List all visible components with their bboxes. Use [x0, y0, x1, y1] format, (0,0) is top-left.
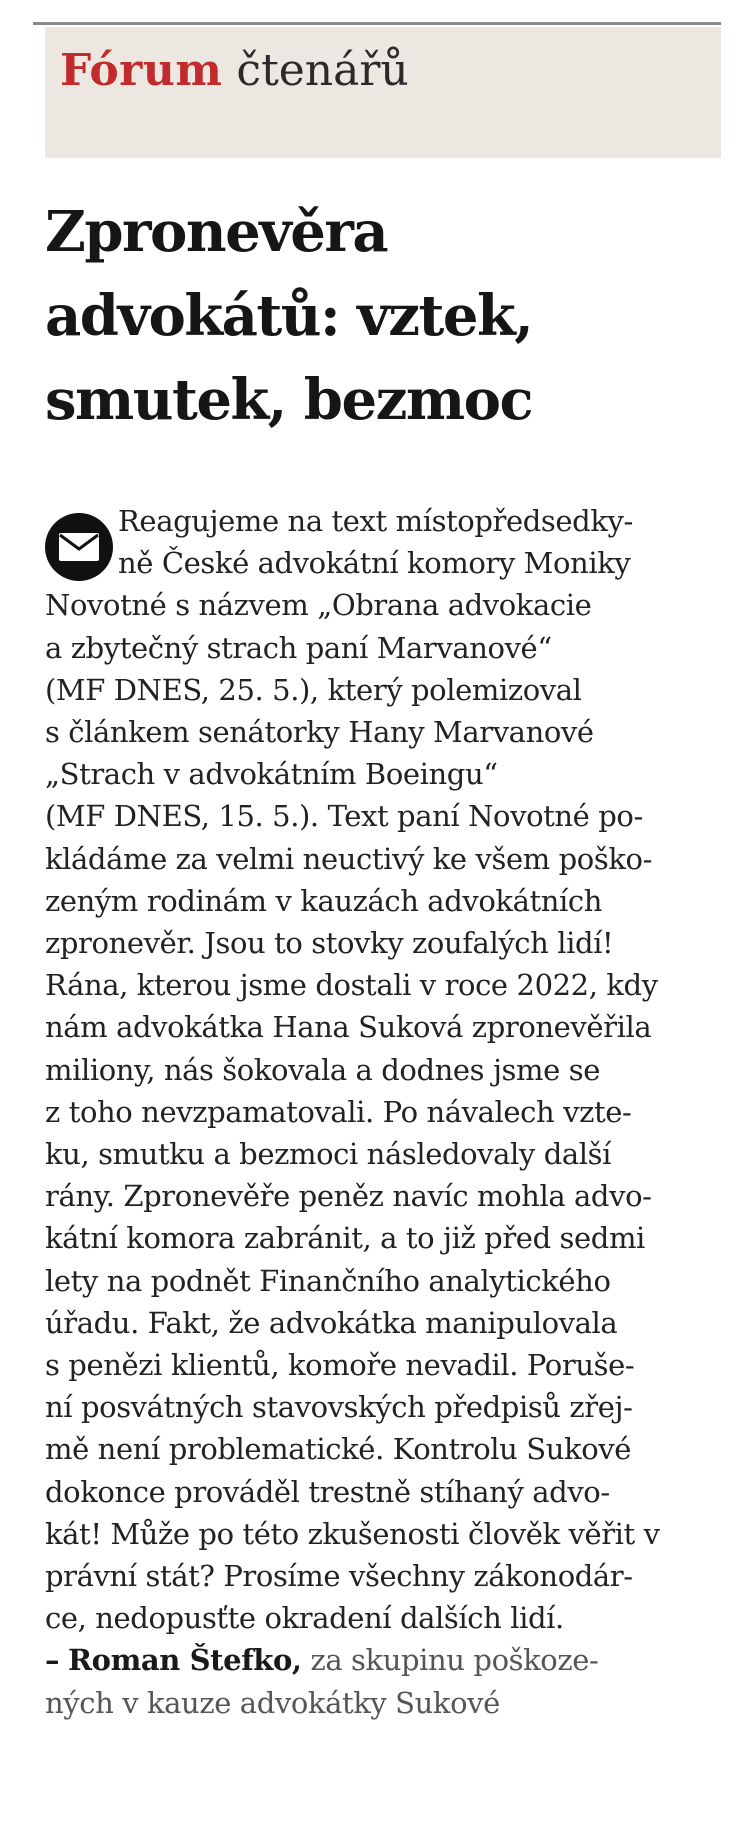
headline-line: Zpronevěra [45, 199, 388, 265]
body-text-line: Rána, kterou jsme dostali v roce 2022, kdy [45, 968, 658, 1003]
top-rule-divider [33, 22, 721, 25]
body-text-line: lety na podnět Finančního analytického [45, 1263, 611, 1298]
body-text-line: z toho nevzpamatovali. Po návalech vzte- [45, 1094, 632, 1129]
body-text-line: Reagujeme na text místopředsedky- [118, 504, 633, 538]
body-text-line: Novotné s názvem „Obrana advokacie [45, 588, 592, 623]
body-text-line: dokonce prováděl trestně stíhaný advo- [45, 1474, 610, 1509]
body-text-line: (MF DNES, 15. 5.). Text paní Novotné po- [45, 799, 643, 834]
section-title-accent: Fórum [60, 45, 223, 96]
body-text-line: „Strach v advokátním Boeingu“ [45, 757, 498, 792]
signature-affiliation-cont: ných v kauze advokátky Sukové [45, 1685, 500, 1720]
body-text-line: miliony, nás šokovala a dodnes jsme se [45, 1052, 600, 1087]
body-text-line: nám advokátka Hana Suková zpronevěřila [45, 1010, 652, 1045]
body-text-line: ku, smutku a bezmoci následovaly další [45, 1137, 612, 1171]
body-text-line: ní posvátných stavovských předpisů zřej- [45, 1390, 633, 1425]
body-text-line: ně České advokátní komory Moniky [118, 546, 631, 581]
signature-line [45, 1682, 500, 1724]
article-headline [45, 190, 705, 442]
section-title [60, 44, 409, 98]
signature-name: Roman Štefko, [67, 1643, 302, 1678]
headline-line: advokátů: vztek, [45, 283, 533, 349]
body-text-line: s článkem senátorky Hany Marvanové [45, 715, 594, 749]
body-text-line: právní stát? Prosíme všechny zákonodár- [45, 1559, 633, 1593]
section-title-rest: čtenářů [236, 45, 409, 96]
body-text-line: kládáme za velmi neuctivý ke všem poško- [45, 841, 652, 876]
body-text-line: ce, nedopusťte okradení dalších lidí. [45, 1601, 564, 1636]
body-text-line: mě není problematické. Kontrolu Sukové [45, 1432, 631, 1467]
body-text-line: kát! Může po této zkušenosti člověk věřit v [45, 1516, 660, 1551]
body-text-line: úřadu. Fakt, že advokátka manipulovala [45, 1305, 618, 1340]
signature-line [45, 1639, 598, 1681]
body-text-line: zeným rodinám v kauzách advokátních [45, 883, 602, 918]
body-text-line: s penězi klientů, komoře nevadil. Poruše- [45, 1348, 635, 1382]
body-text-line: zpronevěr. Jsou to stovky zoufalých lidí! [45, 926, 614, 960]
envelope-icon [45, 513, 113, 581]
body-text-line: (MF DNES, 25. 5.), který polemizoval [45, 672, 582, 707]
body-text-line: a zbytečný strach paní Marvanové“ [45, 630, 552, 665]
headline-line: smutek, bezmoc [45, 367, 533, 433]
signature-dash: – [45, 1643, 60, 1678]
signature-affiliation: za skupinu poškoze- [310, 1643, 599, 1678]
body-text-line: rány. Zpronevěře peněz navíc mohla advo- [45, 1179, 652, 1214]
body-text-line: kátní komora zabránit, a to již před sedmi [45, 1221, 645, 1256]
